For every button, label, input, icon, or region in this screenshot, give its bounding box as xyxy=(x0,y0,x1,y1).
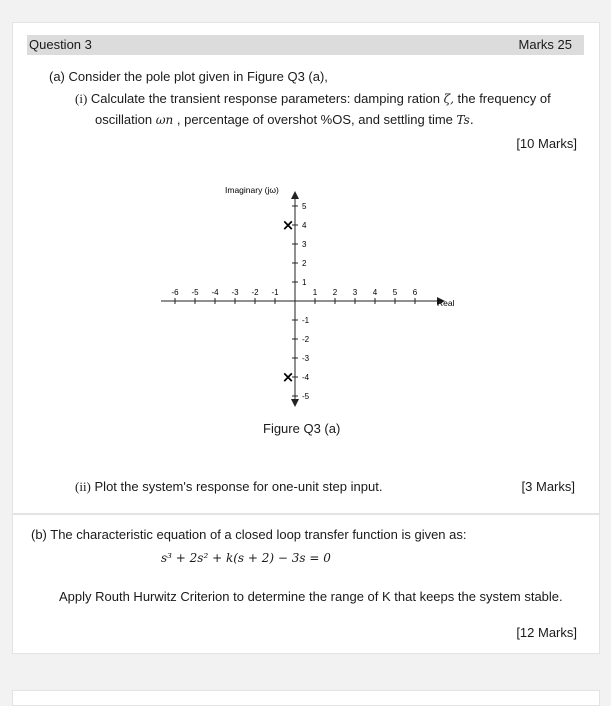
pole-marker: × xyxy=(281,368,295,386)
x-tick-label: -2 xyxy=(251,288,259,297)
x-tick-label: 2 xyxy=(332,288,338,297)
y-tick-label: -4 xyxy=(302,373,310,382)
real-axis-label: Real xyxy=(437,298,455,308)
question-card-a xyxy=(12,22,600,514)
part-a-ii-line xyxy=(75,479,382,495)
y-tick-label: -3 xyxy=(302,354,310,363)
part-b-marks: [12 Marks] xyxy=(516,625,577,640)
part-a-intro: (a) Consider the pole plot given in Figure Q3 (a), xyxy=(49,69,328,84)
question-header xyxy=(27,35,584,55)
y-tick-label: -5 xyxy=(302,392,310,401)
characteristic-equation: s³ + 2s² + k(s + 2) − 3s = 0 xyxy=(161,551,331,565)
x-tick-label: -6 xyxy=(171,288,179,297)
x-tick-label: 3 xyxy=(352,288,358,297)
part-a-i-line2 xyxy=(95,112,474,127)
y-tick-label: -1 xyxy=(302,316,310,325)
x-tick-label: -4 xyxy=(211,288,219,297)
y-tick-label: 2 xyxy=(302,259,307,268)
x-tick-label: 6 xyxy=(412,288,418,297)
figure-caption: Figure Q3 (a) xyxy=(263,421,341,436)
question-title: Question 3 xyxy=(29,37,92,52)
x-tick-label: -1 xyxy=(271,288,279,297)
settling-time-symbol: Ts. xyxy=(456,113,474,127)
part-a-ii-text: Plot the system's response for one-unit step input. xyxy=(94,479,383,494)
part-a-ii-number: (ii) xyxy=(75,479,91,494)
x-tick-label: 1 xyxy=(312,288,318,297)
part-a-i-number: (i) xyxy=(75,91,88,106)
zeta-symbol: ζ, xyxy=(443,92,454,106)
imaginary-axis-arrow-down xyxy=(291,399,299,407)
y-tick-label: 1 xyxy=(302,278,307,287)
part-a-i-text2: oscillation xyxy=(95,112,153,127)
x-tick-label: -5 xyxy=(191,288,199,297)
y-tick-label: 3 xyxy=(302,240,307,249)
y-tick-label: 4 xyxy=(302,221,307,230)
part-a-i-text1: Calculate the transient response parameters: damping ration xyxy=(90,91,440,106)
part-a-ii-marks: [3 Marks] xyxy=(521,479,575,494)
imaginary-axis-label: Imaginary (jω) xyxy=(225,185,279,195)
x-tick-label: 4 xyxy=(372,288,378,297)
pole-plot-figure xyxy=(161,183,471,415)
omega-n-symbol: ωn xyxy=(155,113,174,127)
x-tick-label: 5 xyxy=(392,288,398,297)
question-card-b xyxy=(12,514,600,654)
y-tick-label: -2 xyxy=(302,335,310,344)
y-tick-label: 5 xyxy=(302,202,307,211)
part-a-i-line1 xyxy=(75,91,551,107)
x-tick-label: -3 xyxy=(231,288,239,297)
pole-marker: × xyxy=(281,216,295,234)
imaginary-axis-arrow-up xyxy=(291,191,299,199)
part-a-i-text1b: the frequency of xyxy=(457,91,551,106)
question-marks: Marks 25 xyxy=(518,37,572,52)
part-a-i-text2b: , percentage of overshot %OS, and settling time xyxy=(176,112,453,127)
part-b-instruction: Apply Routh Hurwitz Criterion to determine the range of K that keeps the system stable. xyxy=(59,589,563,604)
part-b-intro: (b) The characteristic equation of a closed loop transfer function is given as: xyxy=(31,527,467,542)
next-card-edge xyxy=(12,690,600,706)
part-a-i-marks: [10 Marks] xyxy=(516,136,577,151)
